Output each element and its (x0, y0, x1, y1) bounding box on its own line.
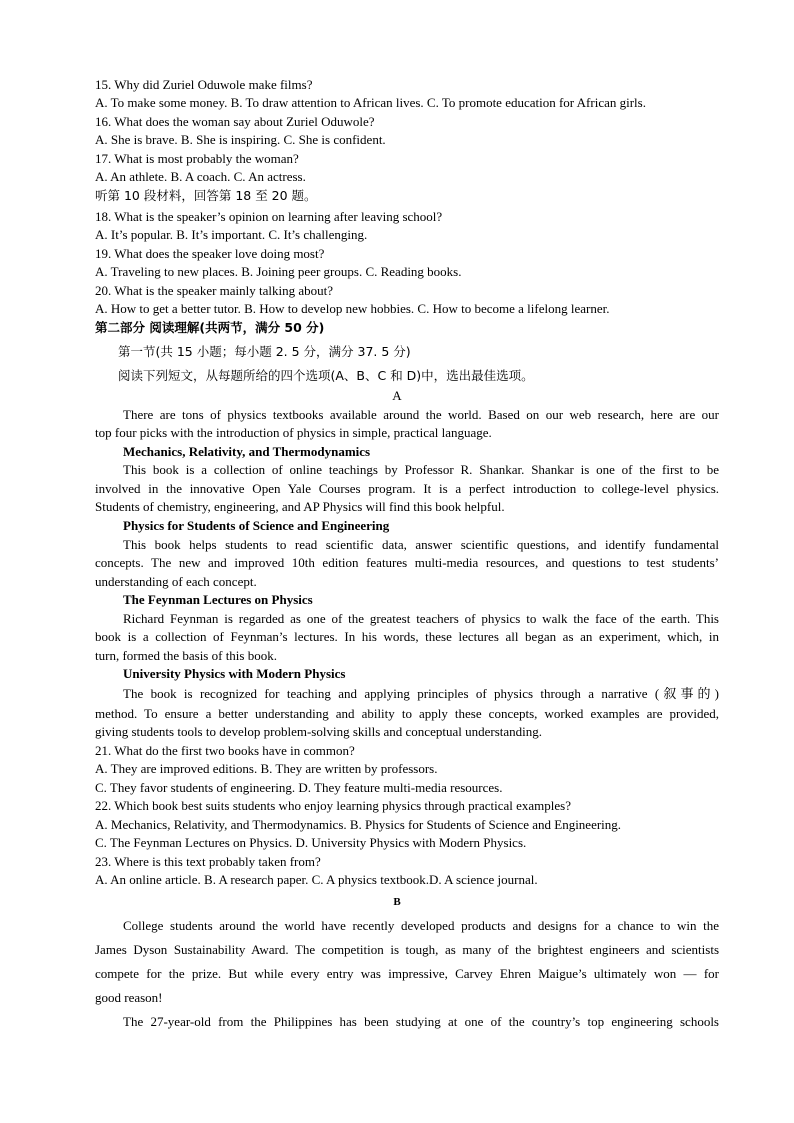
passage-a-label: A (392, 388, 402, 403)
question-19: 19. What does the speaker love doing most? (95, 246, 325, 261)
book2-text-line-1: This book helps students to read scientific data, answer scientific questions, and identify fundamental (123, 537, 719, 552)
book1-text-line-2: involved in the innovative Open Yale Courses program. It is a perfect introduction to college-level physics. (95, 481, 719, 496)
question-15-options: A. To make some money. B. To draw attention to African lives. C. To promote education for African girls. (95, 95, 646, 110)
question-21: 21. What do the first two books have in common? (95, 743, 355, 758)
question-21-options-2: C. They favor students of engineering. D. They feature multi-media resources. (95, 780, 503, 795)
book4-title: University Physics with Modern Physics (123, 666, 346, 681)
book1-title: Mechanics, Relativity, and Thermodynamics (123, 444, 371, 459)
passage-a-intro-line-2: top four picks with the introduction of physics in simple, practical language. (95, 425, 492, 440)
question-17-options: A. An athlete. B. A coach. C. An actress. (95, 169, 306, 184)
reading-instruction: 阅读下列短文，从每题所给的四个选项(A、B、C 和 D)中，选出最佳选项。 (118, 368, 534, 383)
question-22-options-2: C. The Feynman Lectures on Physics. D. University Physics with Modern Physics. (95, 835, 527, 850)
question-16-options: A. She is brave. B. She is inspiring. C. She is confident. (95, 132, 386, 147)
book2-text-line-3: understanding of each concept. (95, 574, 257, 589)
question-20-options: A. How to get a better tutor. B. How to develop new hobbies. C. How to become a lifelong learner. (95, 301, 610, 316)
book4-text-line-2: method. To ensure a better understanding and ability to apply these concepts, worked examples are provided, (95, 706, 719, 721)
book4-text-line-3: giving students tools to develop problem-solving skills and conceptual understanding. (95, 724, 542, 739)
book4-text-line-1: The book is recognized for teaching and applying principles of physics through a narrative (叙事的) (123, 686, 719, 701)
question-20: 20. What is the speaker mainly talking about? (95, 283, 334, 298)
question-17: 17. What is most probably the woman? (95, 151, 299, 166)
question-21-options-1: A. They are improved editions. B. They are written by professors. (95, 761, 438, 776)
book3-text-line-3: turn, formed the basis of this book. (95, 648, 277, 663)
passage-b-p1-line-3: compete for the prize. But while every entry was impressive, Carvey Ehren Maigue’s ultimately won — for (95, 966, 719, 981)
book3-text-line-2: book is a collection of Feynman’s lectures. In his words, these lectures all began as an experiment, which, in (95, 629, 719, 644)
book1-text-line-1: This book is a collection of online teachings by Professor R. Shankar. Shankar is one of the first to be (123, 462, 719, 477)
question-18: 18. What is the speaker’s opinion on learning after leaving school? (95, 209, 443, 224)
book3-title: The Feynman Lectures on Physics (123, 592, 313, 607)
question-19-options: A. Traveling to new places. B. Joining peer groups. C. Reading books. (95, 264, 462, 279)
passage-a-intro-line-1: There are tons of physics textbooks available around the world. Based on our web research, here are our (123, 407, 719, 422)
question-23: 23. Where is this text probably taken from? (95, 854, 321, 869)
book2-text-line-2: concepts. The new and improved 10th edition features multi-media resources, and questions to test students’ (95, 555, 719, 570)
passage-b-p2-line-1: The 27-year-old from the Philippines has been studying at one of the country’s top engineering schools (123, 1014, 719, 1029)
passage-b-p1-line-2: James Dyson Sustainability Award. The competition is tough, as many of the brightest engineers and scientists (95, 942, 719, 957)
passage-b-label: B (393, 896, 401, 908)
section-10-instruction: 听第 10 段材料，回答第 18 至 20 题。 (95, 188, 317, 203)
book2-title: Physics for Students of Science and Engineering (123, 518, 390, 533)
section1-heading: 第一节(共 15 小题；每小题 2. 5 分，满分 37. 5 分) (118, 344, 411, 359)
part2-heading: 第二部分 阅读理解(共两节，满分 50 分) (95, 320, 325, 335)
passage-b-p1-line-4: good reason! (95, 990, 163, 1005)
question-16: 16. What does the woman say about Zuriel Oduwole? (95, 114, 375, 129)
question-22: 22. Which book best suits students who enjoy learning physics through practical examples? (95, 798, 571, 813)
question-22-options-1: A. Mechanics, Relativity, and Thermodynamics. B. Physics for Students of Science and Engineering. (95, 817, 622, 832)
book3-text-line-1: Richard Feynman is regarded as one of the greatest teachers of physics to walk the face of the earth. This (123, 611, 719, 626)
passage-b-p1-line-1: College students around the world have recently developed products and designs for a chance to win the (123, 918, 719, 933)
book1-text-line-3: Students of chemistry, engineering, and AP Physics will find this book helpful. (95, 499, 505, 514)
question-15: 15. Why did Zuriel Oduwole make films? (95, 77, 313, 92)
question-23-options: A. An online article. B. A research paper. C. A physics textbook.D. A science journal. (95, 872, 538, 887)
question-18-options: A. It’s popular. B. It’s important. C. It’s challenging. (95, 227, 368, 242)
